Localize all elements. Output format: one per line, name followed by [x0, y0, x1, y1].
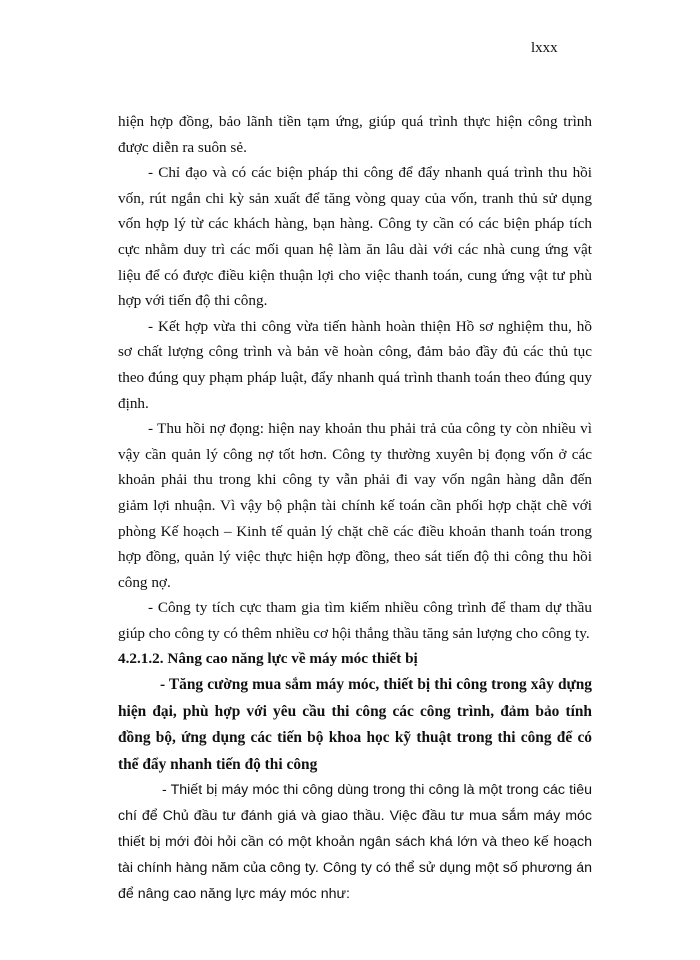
- paragraph-continuation: hiện hợp đồng, bảo lãnh tiền tạm ứng, giúp quá trình thực hiện công trình được diễn ra suôn sẻ.: [118, 113, 592, 156]
- section-heading: 4.2.1.2. Nâng cao năng lực về máy móc thiết bị: [118, 650, 418, 668]
- page-number: lxxx: [531, 40, 558, 56]
- bold-bullet-paragraph: - Tăng cường mua sắm máy móc, thiết bị thi công trong xây dựng hiện đại, phù hợp với yêu cầu thi công các công trình, đảm bảo tính đồng bộ, ứng dụng các tiến bộ khoa học kỹ thuật trong thi công để có thể đẩy nhanh tiến độ thi công: [118, 676, 592, 773]
- paragraph-equipment: - Thiết bị máy móc thi công dùng trong thi công là một trong các tiêu chí để Chủ đầu tư đánh giá và giao thầu. Việc đầu tư mua sắm máy móc thiết bị mới đòi hỏi cần có một khoản ngân sách khá lớn và theo kế hoạch tài chính hàng năm của công ty. Công ty có thể sử dụng một số phương án để nâng cao năng lực máy móc như:: [118, 782, 592, 902]
- document-body: [118, 109, 592, 907]
- paragraph-acceptance-records: - Kết hợp vừa thi công vừa tiến hành hoàn thiện Hồ sơ nghiệm thu, hồ sơ chất lượng công trình và bản vẽ hoàn công, đảm bảo đầy đủ các thủ tục theo đúng quy phạm pháp luật, đẩy nhanh quá trình thanh toán theo đúng quy định.: [118, 317, 592, 412]
- paragraph-capital-recovery: - Chỉ đạo và có các biện pháp thi công để đẩy nhanh quá trình thu hồi vốn, rút ngắn chi kỳ sản xuất để tăng vòng quay của vốn, tranh thủ sử dụng vốn hợp lý từ các khách hàng, bạn hàng. Công ty cần có các biện pháp tích cực nhằm duy trì các mối quan hệ làm ăn lâu dài với các nhà cung ứng vật liệu để có được điều kiện thuận lợi cho việc thanh toán, cung ứng vật tư phù hợp với tiến độ thi công.: [118, 164, 592, 310]
- paragraph-bidding: - Công ty tích cực tham gia tìm kiếm nhiều công trình để tham dự thầu giúp cho công ty có thêm nhiều cơ hội thắng thầu tăng sản lượng cho công ty.: [118, 599, 592, 642]
- paragraph-debt-collection: - Thu hồi nợ đọng: hiện nay khoản thu phải trả của công ty còn nhiều vì vậy cần quản lý công nợ tốt hơn. Công ty thường xuyên bị đọng vốn ở các khoản phải thu trong khi công ty vẫn phải đi vay vốn ngân hàng dẫn đến giảm lợi nhuận. Vì vậy bộ phận tài chính kế toán cần phối hợp chặt chẽ với phòng Kế hoạch – Kinh tế quản lý chặt chẽ các điều khoản thanh toán trong hợp đồng, quản lý việc thực hiện hợp đồng, theo sát tiến độ thi công thu hồi công nợ.: [118, 420, 592, 591]
